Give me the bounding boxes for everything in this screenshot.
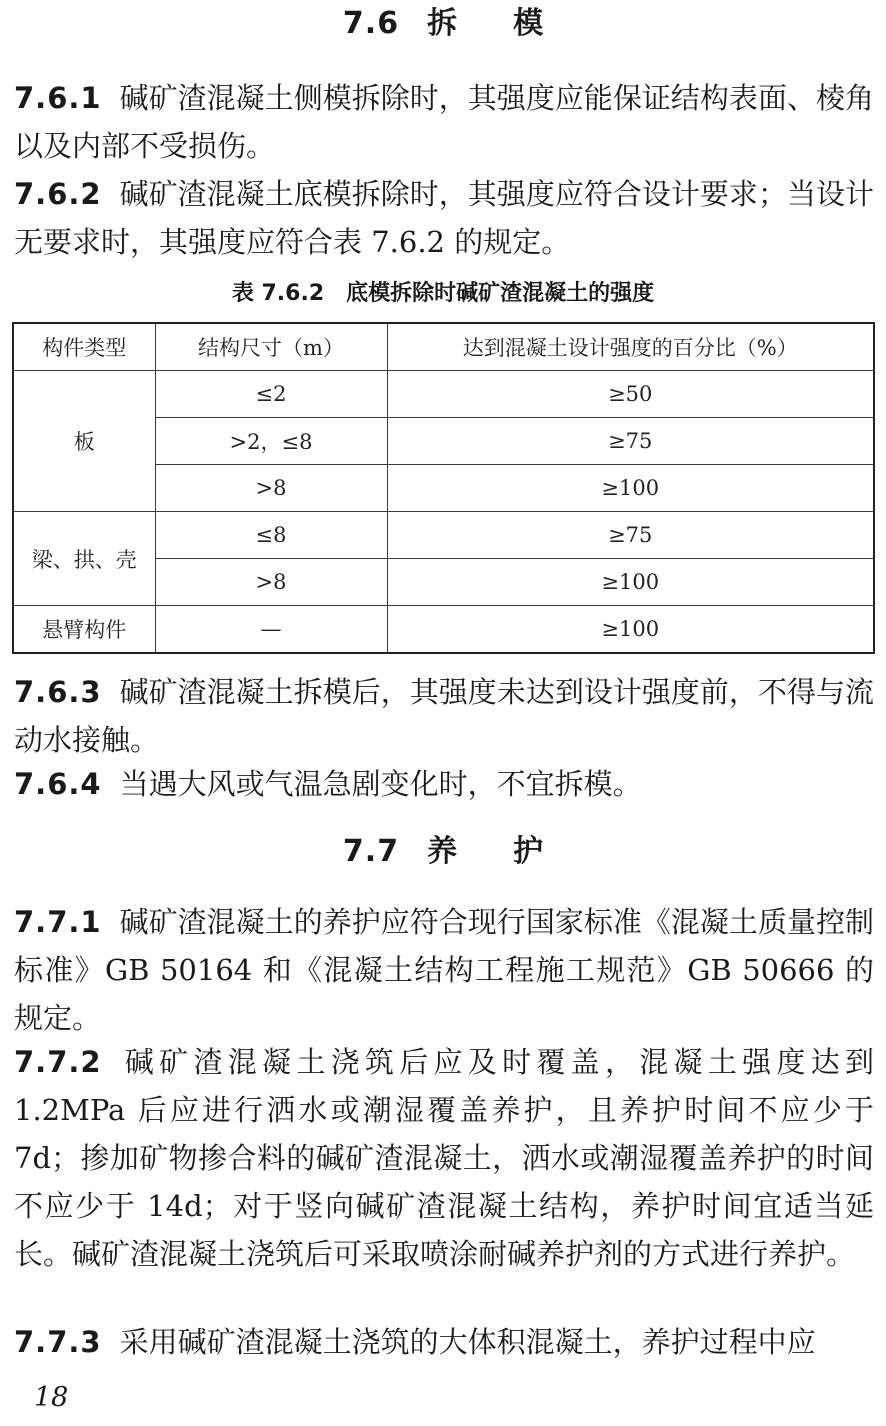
table-row [13, 512, 874, 559]
page-number: 18 [34, 1382, 69, 1413]
clause-text: 采用碱矿渣混凝土浇筑的大体积混凝土，养护过程中应 [119, 1325, 816, 1359]
table-number: 表 7.6.2 [231, 281, 325, 306]
size-cell: ≤2 [155, 371, 387, 418]
clause-text: 碱矿渣混凝土底模拆除时，其强度应符合设计要求；当设计无要求时，其强度应符合表 7.6.2 的规定。 [14, 177, 874, 259]
clause-number: 7.6.4 [14, 767, 102, 801]
section-title-7-6 [0, 4, 886, 44]
table-header-row [13, 323, 874, 371]
section-number: 7.7 [342, 834, 400, 869]
clause-number: 7.6.1 [14, 81, 102, 115]
strength-table [12, 322, 875, 654]
percent-cell: ≥75 [387, 418, 874, 465]
clause-text: 当遇大风或气温急剧变化时，不宜拆模。 [119, 767, 642, 801]
size-cell: >2，≤8 [155, 418, 387, 465]
section-title-word-2: 护 [513, 834, 544, 869]
section-title-word-1: 养 [427, 834, 458, 869]
table-row [13, 371, 874, 418]
clause-number: 7.7.2 [14, 1045, 102, 1079]
header-member-type: 构件类型 [13, 323, 155, 371]
clause-text: 碱矿渣混凝土拆模后，其强度未达到设计强度前，不得与流动水接触。 [14, 675, 874, 757]
clause-number: 7.6.2 [14, 177, 102, 211]
clause-text: 碱矿渣混凝土侧模拆除时，其强度应能保证结构表面、棱角以及内部不受损伤。 [14, 81, 874, 163]
percent-cell: ≥100 [387, 559, 874, 606]
clause-number: 7.7.1 [14, 905, 102, 939]
header-structure-size: 结构尺寸（m） [155, 323, 387, 371]
section-number: 7.6 [342, 6, 400, 41]
table-caption [0, 278, 886, 310]
member-type-cell: 梁、拱、壳 [13, 512, 155, 606]
header-strength-percent: 达到混凝土设计强度的百分比（%） [387, 323, 874, 371]
table-row [13, 606, 874, 654]
section-title-word-1: 拆 [427, 6, 458, 41]
clause-number: 7.6.3 [14, 675, 102, 709]
section-title-7-7 [0, 832, 886, 872]
section-title-word-2: 模 [513, 6, 544, 41]
percent-cell: ≥100 [387, 606, 874, 654]
clause-number: 7.7.3 [14, 1325, 102, 1359]
size-cell: >8 [155, 465, 387, 512]
clause-text: 碱矿渣混凝土的养护应符合现行国家标准《混凝土质量控制标准》GB 50164 和《混凝土结构工程施工规范》GB 50666 的规定。 [14, 905, 874, 1035]
percent-cell: ≥100 [387, 465, 874, 512]
member-type-cell: 悬臂构件 [13, 606, 155, 654]
member-type-cell: 板 [13, 371, 155, 512]
size-cell: — [155, 606, 387, 654]
size-cell: >8 [155, 559, 387, 606]
clause-text: 碱矿渣混凝土浇筑后应及时覆盖，混凝土强度达到 1.2MPa 后应进行洒水或潮湿覆盖养护，且养护时间不应少于 7d；掺加矿物掺合料的碱矿渣混凝土，洒水或潮湿覆盖养护的时间不应少于 14d；对于竖向碱矿渣混凝土结构，养护时间宜适当延长。碱矿渣混凝土浇筑后可采取喷涂耐碱养护剂的方式进行养护。 [14, 1045, 874, 1271]
clause-7-6-1 [14, 74, 874, 170]
clause-7-7-1 [14, 898, 874, 1042]
clause-7-6-4 [14, 760, 874, 808]
table-title: 底模拆除时碱矿渣混凝土的强度 [346, 281, 655, 306]
clause-7-6-2 [14, 170, 874, 266]
size-cell: ≤8 [155, 512, 387, 559]
clause-7-6-3 [14, 668, 874, 764]
clause-7-7-3 [14, 1318, 874, 1366]
percent-cell: ≥50 [387, 371, 874, 418]
clause-7-7-2 [14, 1038, 874, 1278]
percent-cell: ≥75 [387, 512, 874, 559]
